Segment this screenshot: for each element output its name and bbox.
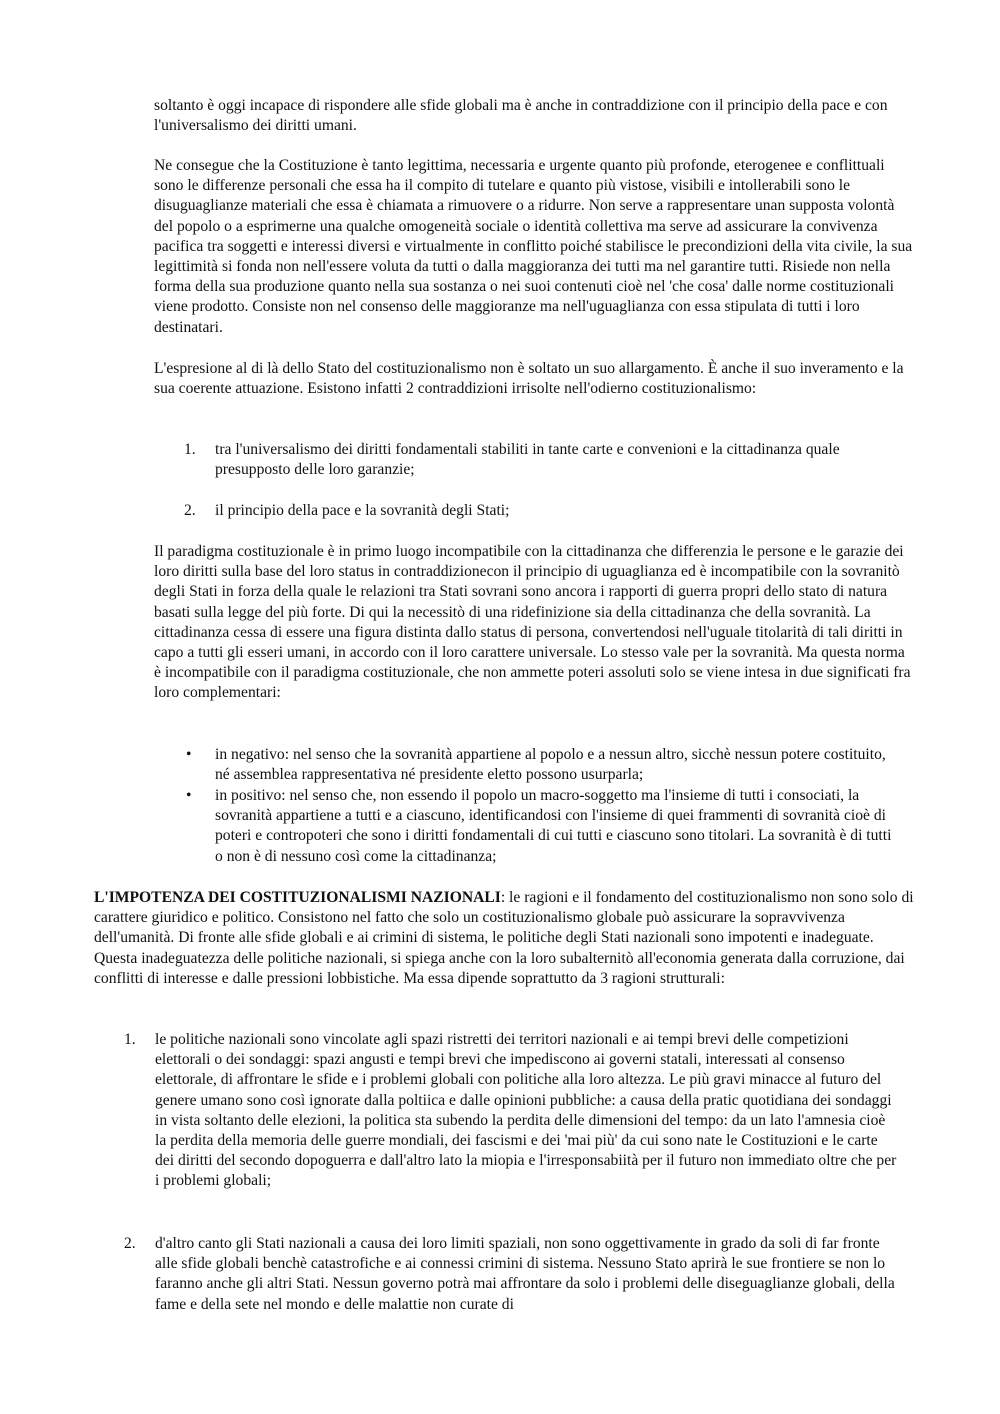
list-marker: 2. [184,502,196,519]
list-marker: 1. [184,441,196,458]
list-marker: 1. [124,1031,136,1048]
list-item-text: il principio della pace e la sovranità degli Stati; [215,502,510,519]
list-marker: 2. [124,1235,136,1252]
section-heading: L'IMPOTENZA DEI COSTITUZIONALISMI NAZIONALI [94,889,501,906]
bullet-marker: • [186,787,192,804]
paragraph-impotenza-text: : le ragioni e il fondamento del costituzionalismo non sono solo di carattere giuridico e politico. Consistono nel fatto che solo un costituzionalismo globale può assicurare la sopravvivenza dell'umanità. Di fronte alle sfide globali e ai crimini di sistema, le politiche degli Stati nazionali sono impotenti e inadeguate. Questa inadeguatezza delle politiche nazionali, si spiega anche con la loro subalternitò all'economia generata dalla corruzione, dai conflitti di interesse e dalle pressioni lobbistiche. Ma essa dipende soprattutto da 3 ragioni strutturali: [94,889,914,987]
list-item-text: in positivo: nel senso che, non essendo il popolo un macro-soggetto ma l'insieme di tutti i consociati, la sovranità appartiene a tutti e a ciascuno, identificandosi con l'insieme di quei frammenti di sovranità cioè di poteri e contropoteri che sono i diritti fondamentali di cui tutti e ciascuno sono titolari. La sovranità è di tutti o non è di nessuno così come la cittadinanza; [215,787,892,865]
paragraph-impotenza [94,888,914,989]
list-item-text: tra l'universalismo dei diritti fondamentali stabiliti in tante carte e convenioni e la cittadinanza quale presupposto delle loro garanzie; [215,441,840,479]
paragraph-paradigma: Il paradigma costituzionale è in primo luogo incompatibile con la cittadinanza che differenzia le persone e le garazie dei loro diritti sulla base del loro status in contraddizionecon il principio di uguaglianza ed è incompatibile con la sovranitò degli Stati in forza della quale le relazioni tra Stati sovrani sono ancora i rapporti di guerra propri dello stato di natura basati sulla legge del più forte. Di qui la necessitò di una ridefinizione sia della cittadinanza che della sovranità. La cittadinanza cessa di essere una figura distinta dallo status di persona, convertendosi nell'uguale titolarità di tali diritti in capo a tutti gli esseri umani, in accordo con il loro carattere universale. Lo stesso vale per la sovranità. Ma questa norma è incompatibile con il paradigma costituzionale, che non ammette poteri assoluti solo se viene intesa in due significati fra loro complementari: [154,543,911,702]
list-item-text: d'altro canto gli Stati nazionali a causa dei loro limiti spaziali, non sono oggettivamente in grado da soli di far fronte alle sfide globali benchè catastrofiche e ai connessi crimini di sistema. Nessuno Stato aprirà le sue frontiere se non lo faranno anche gli altri Stati. Nessun governo potrà mai affrontare da solo i problemi delle diseguaglianze globali, della fame e della sete nel mondo e delle malattie non curate di [155,1235,895,1313]
list-item-text: in negativo: nel senso che la sovranità appartiene al popolo e a nessun altro, sicchè nessun potere costituito, né assemblea rappresentativa né presidente eletto possono usurparla; [215,746,886,784]
paragraph-costituzione: Ne consegue che la Costituzione è tanto legittima, necessaria e urgente quanto più profonde, eterogenee e conflittuali sono le differenze personali che essa ha il compito di tutelare e quanto più vistose, visibili e intollerabili sono le disuguaglianze materiali che essa è chiamata a rimuovere o a ridurre. Non serve a rappresentare unan supposta volontà del popolo o a esprimerne una qualche omogeneità sociale o identità collettiva ma serve ad assicurare la convivenza pacifica tra soggetti e interessi diversi e virtualmente in conflitto poiché stabilisce le precondizioni della vita civile, la sua legittimità si fonda non nell'essere voluta da tutti o dalla maggioranza dei tutti ma nel garantire tutti. Risiede non nella forma della sua produzione quanto nella sua sostanza o nei suoi contenuti cioè nel 'che cosa' dalle norme costituzionali viene prodotto. Consiste non nel consenso delle maggioranze ma nell'uguaglianza con essa stipulata di tutti i loro destinatari. [154,157,913,336]
bullet-marker: • [186,746,192,763]
list-item-text: le politiche nazionali sono vincolate agli spazi ristretti dei territori nazionali e ai tempi brevi delle competizioni elettorali o dei sondaggi: spazi angusti e tempi brevi che impediscono ai governi statali, interessati al consenso elettorale, di affrontare le sfide e i problemi globali con politiche alla loro altezza. Le più gravi minacce al futuro del genere umano sono così ignorate dalla poltiica e dalle opinioni pubbliche: a causa della pratic quotidiana dei sondaggi in vista soltanto delle elezioni, la politica sta subendo la perdita delle dimensioni del tempo: da un lato l'amnesia cioè la perdita della memoria delle guerre mondiali, dei fascismi e dei 'mai più' da cui sono nate le Costituzioni e le carte dei diritti del secondo dopoguerra e dall'altro lato la miopia e l'irresponsabiità per il futuro non immediato oltre che per i problemi globali; [155,1031,897,1190]
paragraph-intro: soltanto è oggi incapace di rispondere alle sfide globali ma è anche in contraddizione con il principio della pace e con l'universalismo dei diritti umani. [154,97,888,135]
paragraph-espresione: L'espresione al di là dello Stato del costituzionalismo non è soltato un suo allargamento. È anche il suo inveramento e la sua coerente attuazione. Esistono infatti 2 contraddizioni irrisolte nell'odierno costituzionalismo: [154,360,904,398]
